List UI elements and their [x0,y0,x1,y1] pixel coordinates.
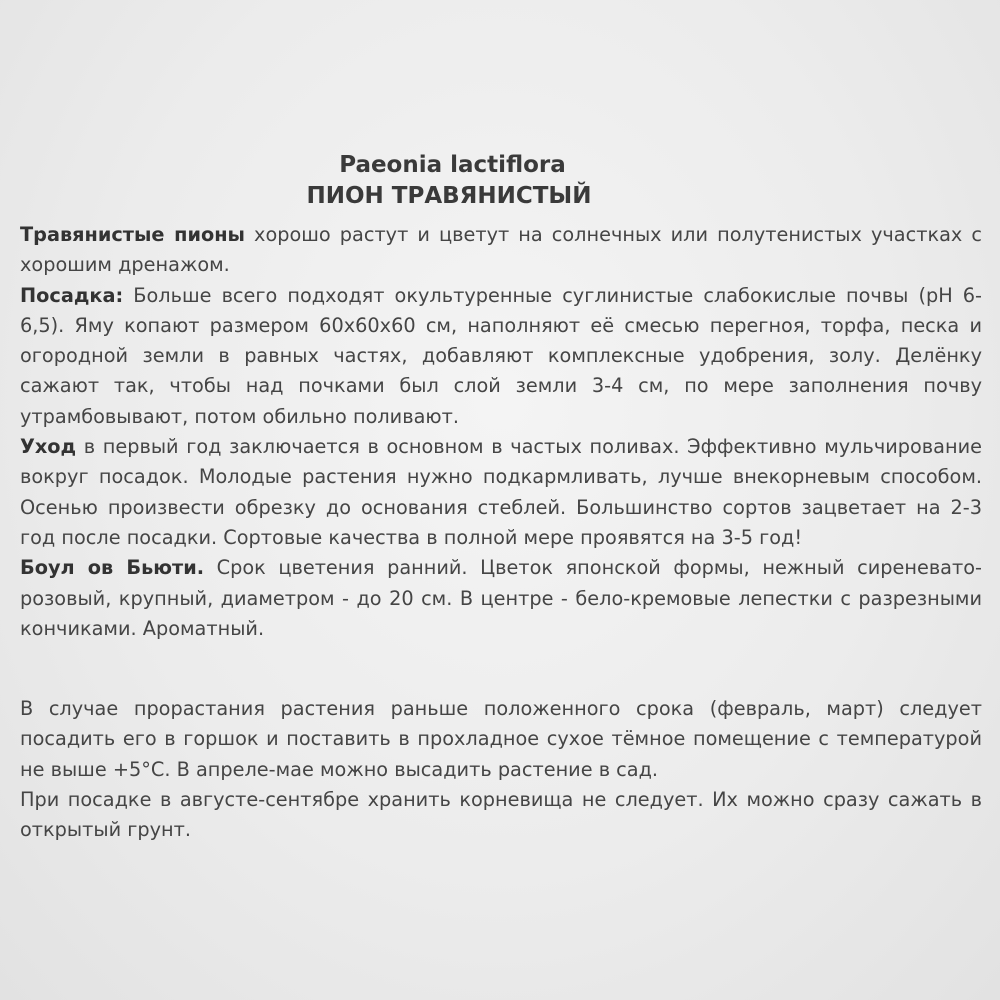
storage-notes [20,694,982,845]
section-heading: Уход [20,435,77,459]
section-care [20,432,982,553]
note-autumn-planting: При посадке в августе-сентябре хранить корневища не следует. Их можно сразу сажать в открытый грунт. [20,787,982,842]
section-intro [20,220,982,281]
latin-name: Paeonia lactiflora [339,152,566,178]
section-text: в первый год заключается в основном в частых поливах. Эффективно мульчирование вокруг посадок. Молодые растения нужно подкармливать, лучше внекорневым способом. Осенью произвести обрезку до основания стеблей. Большинство сортов зацветает на 2-3 год после посадки. Сортовые качества в полной мере проявятся на 3-5 год! [20,435,982,549]
common-name: ПИОН ТРАВЯНИСТЫЙ [306,183,592,209]
section-heading: Травянистые пионы [20,223,245,246]
section-text: Больше всего подходят окультуренные суглинистые слабокислые почвы (рН 6-6,5). Яму копают размером 60х60х60 см, наполняют её смесью перегноя, торфа, песка и огородной земли в равных частях, добавляют комплексные удобрения, золу. Делёнку сажают так, чтобы над почками был слой земли 3-4 см, по мере заполнения почву утрамбовывают, потом обильно поливают. [20,283,982,428]
section-heading: Посадка: [20,283,124,307]
title-block [0,150,1000,212]
note-early-sprouting: В случае прорастания растения раньше положенного срока (февраль, март) следует посадить его в горшок и поставить в прохладное сухое тёмное помещение с температурой не выше +5°С. В апреле-мае можно высадить растение в сад. [20,697,982,781]
section-variety [20,553,982,644]
section-text: Срок цветения ранний. Цветок японской формы, нежный сиреневато-розовый, крупный, диаметром - до 20 см. В центре - бело-кремовые лепестки с разрезными кончиками. Ароматный. [20,556,982,640]
section-text: хорошо растут и цветут на солнечных или полутенистых участках с хорошим дренажом. [20,223,982,277]
section-planting [20,281,982,432]
instructions [20,220,982,644]
section-heading: Боул ов Бьюти. [20,556,205,580]
